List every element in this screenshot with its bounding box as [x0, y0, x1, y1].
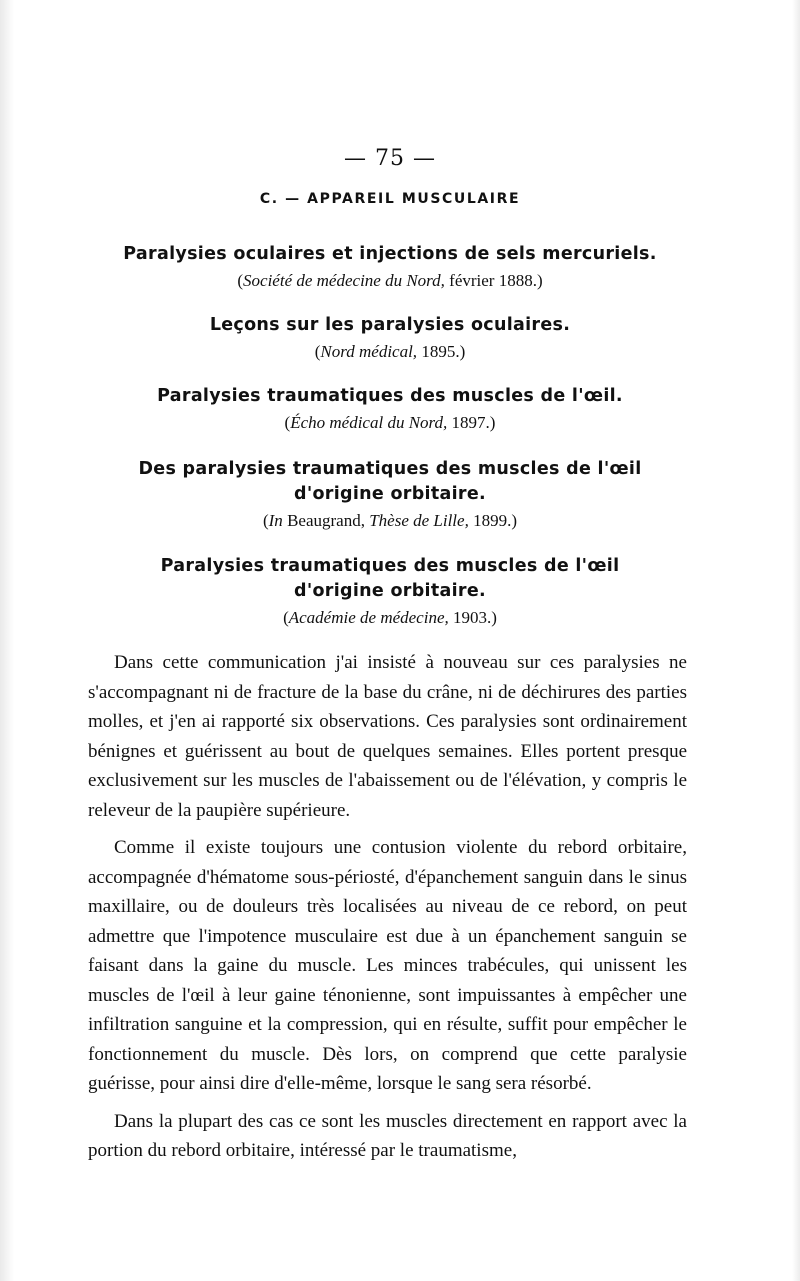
publication-title-line: d'origine orbitaire.	[294, 484, 486, 504]
publication-source	[60, 509, 720, 533]
source-date: 1903.)	[448, 608, 497, 627]
page-number: — 75 —	[344, 146, 436, 171]
publication-source	[60, 606, 720, 630]
scan-shadow-right	[792, 0, 800, 1281]
publication-entry	[60, 242, 720, 293]
body-paragraph: Dans la plupart des cas ce sont les muscles directement en rapport avec la portion du rebord orbitaire, intéressé par le traumatisme,	[88, 1110, 687, 1161]
publication-title-line: Paralysies traumatiques des muscles de l'œil	[160, 556, 620, 576]
body-paragraph: Comme il existe toujours une contusion violente du rebord orbitaire, accompagnée d'hématome sous-périosté, d'épanchement sanguin dans le sinus maxillaire, ou de douleurs très localisées au niveau de ce rebord, on peut admettre que l'impotence musculaire est due à un épanchement sanguin se faisant dans la gaine du muscle. Les minces trabécules, qui unissent les muscles de l'œil à leur gaine ténonienne, sont impuissantes à empêcher une infiltration sanguine et la compression, qui en résulte, suffit pour empêcher le fonctionnement du muscle. Dès lors, on comprend que cette paralysie guérisse, pour ainsi dire d'elle-même, lorsque le sang sera résorbé.	[88, 837, 687, 1094]
publication-entry	[60, 554, 720, 630]
publication-title	[60, 242, 720, 267]
source-open-paren: (	[314, 342, 321, 361]
source-journal: Société de médecine du Nord,	[243, 271, 445, 290]
source-date: 1897.)	[447, 413, 496, 432]
source-date: 1895.)	[417, 342, 466, 361]
publication-title	[60, 554, 720, 604]
source-journal: Nord médical,	[320, 342, 418, 361]
source-open-paren: (	[283, 608, 289, 627]
section-heading: C. — APPAREIL MUSCULAIRE	[259, 191, 521, 207]
publication-title-line: d'origine orbitaire.	[294, 581, 486, 601]
source-date: février 1888.)	[444, 271, 543, 290]
publication-title-line: Paralysies oculaires et injections de sels mercuriels.	[123, 244, 657, 264]
publication-source	[60, 411, 720, 435]
body-paragraph: Dans cette communication j'ai insisté à nouveau sur ces paralysies ne s'accompagnant ni de fracture de la base du crâne, ni de déchirures des parties molles, et j'en ai rapporté six observations. Ces paralysies sont ordinairement bénignes et guérissent au bout de quelques semaines. Elles portent presque exclusivement sur les muscles de l'abaissement ou de l'élévation, y compris le releveur de la paupière supérieure.	[88, 652, 687, 821]
publication-entry	[60, 457, 720, 533]
source-open-paren: (	[284, 413, 291, 432]
source-date: 1899.)	[468, 511, 518, 530]
publication-title-line: Des paralysies traumatiques des muscles de l'œil	[138, 459, 642, 479]
source-journal: Académie de médecine,	[288, 608, 449, 627]
publication-title	[60, 384, 720, 409]
publication-title	[60, 313, 720, 338]
source-open-paren: (	[237, 271, 244, 290]
source-journal: Écho médical du Nord,	[290, 413, 448, 432]
source-thesis: Thèse de Lille,	[369, 511, 469, 530]
publication-source	[60, 269, 720, 293]
publication-entry	[60, 384, 720, 435]
publication-source	[60, 340, 720, 364]
source-in: In	[268, 511, 283, 530]
publication-title	[60, 457, 720, 507]
publication-entry	[60, 313, 720, 364]
publication-title-line: Paralysies traumatiques des muscles de l'œil.	[157, 386, 623, 406]
source-author: Beaugrand,	[282, 511, 370, 530]
body-text	[88, 648, 687, 1174]
source-open-paren: (	[262, 511, 269, 530]
publication-title-line: Leçons sur les paralysies oculaires.	[209, 315, 571, 335]
